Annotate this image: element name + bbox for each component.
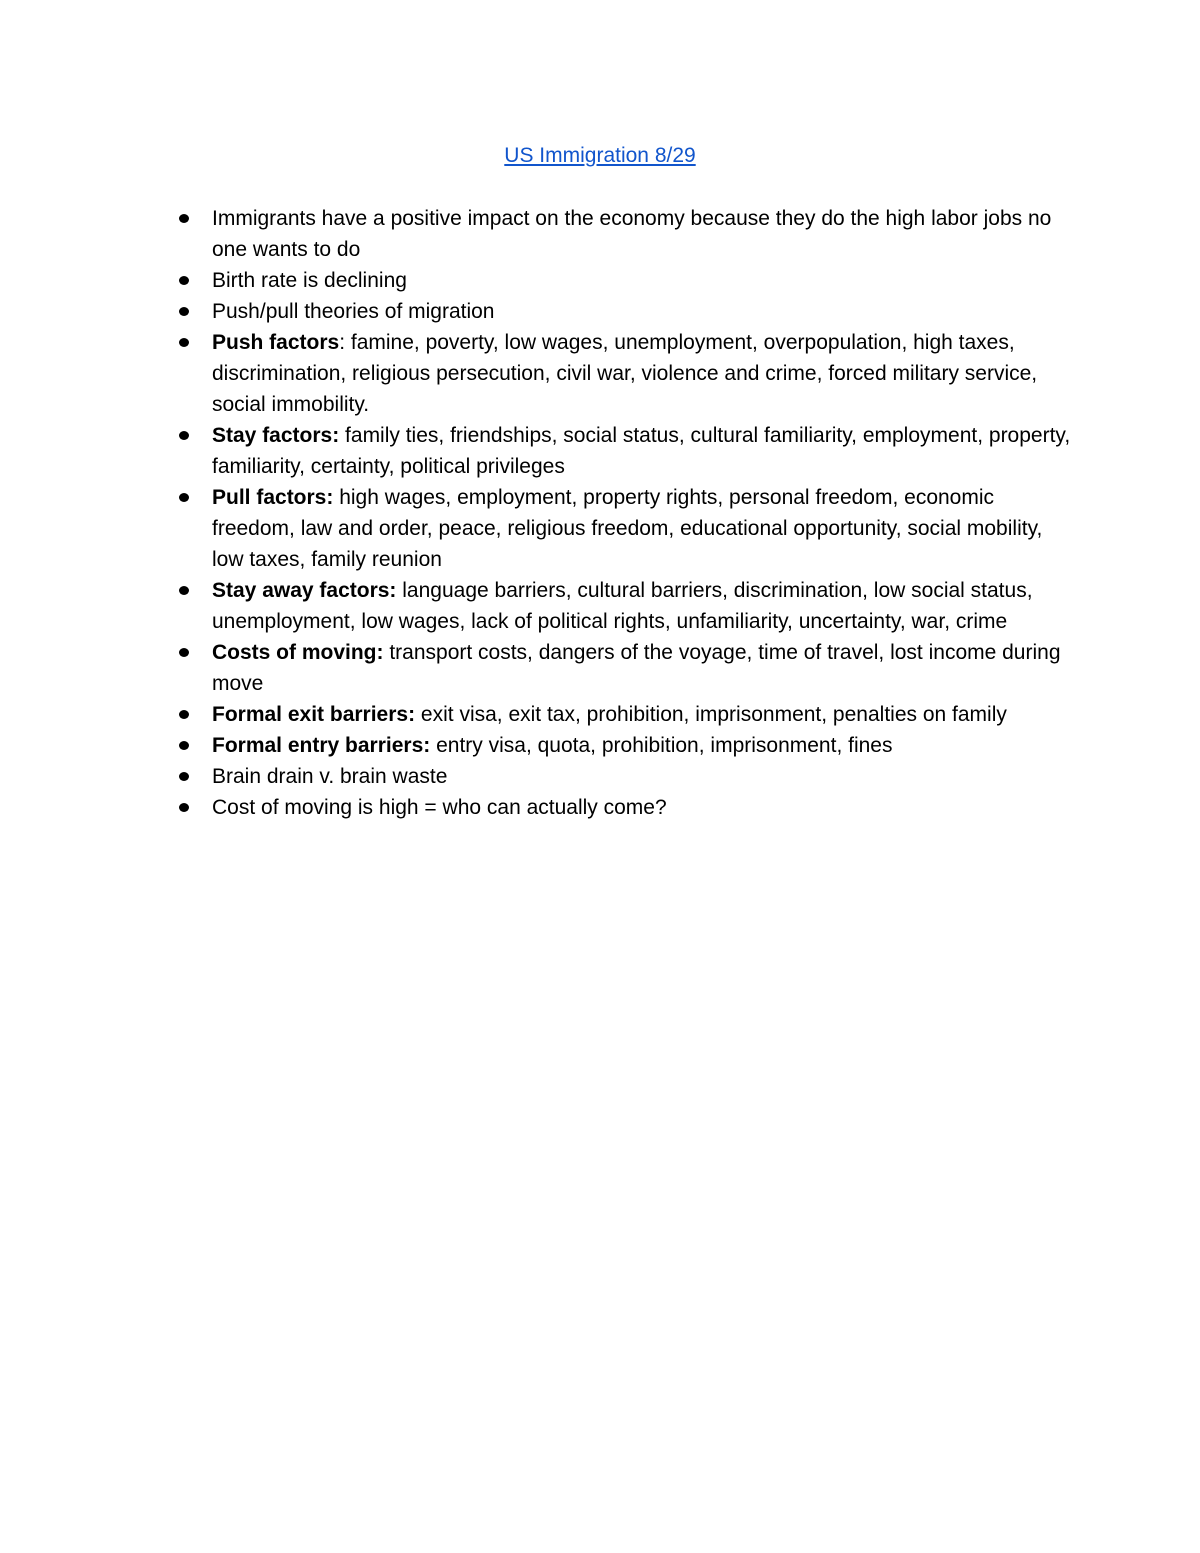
item-label: Formal exit barriers: xyxy=(212,703,416,726)
page-title xyxy=(0,142,1200,170)
item-label: Push factors xyxy=(212,331,340,354)
bullet-icon xyxy=(179,431,189,440)
item-text: Push/pull theories of migration xyxy=(212,300,495,323)
bullet-icon xyxy=(179,276,189,285)
bullet-icon xyxy=(179,307,189,316)
item-text: language barriers, cultural barriers, discrimination, low social status, unemployment, low wages, lack of political rights, unfamiliarity, uncertainty, war, crime xyxy=(212,579,1033,633)
item-label: Costs of moving: xyxy=(212,641,384,664)
list-item xyxy=(212,203,1072,265)
list-item xyxy=(212,482,1072,575)
bullet-icon xyxy=(179,741,189,750)
item-text: exit visa, exit tax, prohibition, imprisonment, penalties on family xyxy=(415,703,1007,726)
item-text: high wages, employment, property rights, personal freedom, economic freedom, law and order, peace, religious freedom, educational opportunity, social mobility, low taxes, family reunion xyxy=(212,486,1043,571)
item-text: family ties, friendships, social status, cultural familiarity, employment, property, familiarity, certainty, political privileges xyxy=(212,424,1071,478)
item-label: Formal entry barriers: xyxy=(212,734,431,757)
item-label: Stay away factors: xyxy=(212,579,397,602)
item-text: Brain drain v. brain waste xyxy=(212,765,448,788)
notes-list xyxy=(212,203,1072,823)
list-item xyxy=(212,730,1072,761)
bullet-icon xyxy=(179,772,189,781)
list-item xyxy=(212,265,1072,296)
list-item xyxy=(212,575,1072,637)
bullet-icon xyxy=(179,338,189,347)
list-item xyxy=(212,420,1072,482)
list-item xyxy=(212,792,1072,823)
item-label: Stay factors: xyxy=(212,424,340,447)
item-text: Immigrants have a positive impact on the economy because they do the high labor jobs no one wants to do xyxy=(212,207,1052,261)
bullet-icon xyxy=(179,803,189,812)
list-item xyxy=(212,296,1072,327)
bullet-icon xyxy=(179,648,189,657)
item-text: Birth rate is declining xyxy=(212,269,407,292)
item-text: transport costs, dangers of the voyage, time of travel, lost income during move xyxy=(212,641,1061,695)
bullet-icon xyxy=(179,586,189,595)
bullet-icon xyxy=(179,493,189,502)
title-link[interactable]: US Immigration 8/29 xyxy=(504,144,696,167)
item-text: entry visa, quota, prohibition, imprisonment, fines xyxy=(430,734,893,757)
item-label: Pull factors: xyxy=(212,486,334,509)
list-item xyxy=(212,699,1072,730)
list-item xyxy=(212,327,1072,420)
item-text: Cost of moving is high = who can actually come? xyxy=(212,796,667,819)
bullet-icon xyxy=(179,710,189,719)
list-item xyxy=(212,761,1072,792)
list-item xyxy=(212,637,1072,699)
bullet-icon xyxy=(179,214,189,223)
item-text: : famine, poverty, low wages, unemployment, overpopulation, high taxes, discrimination, religious persecution, civil war, violence and crime, forced military service, social immobility. xyxy=(212,331,1038,416)
